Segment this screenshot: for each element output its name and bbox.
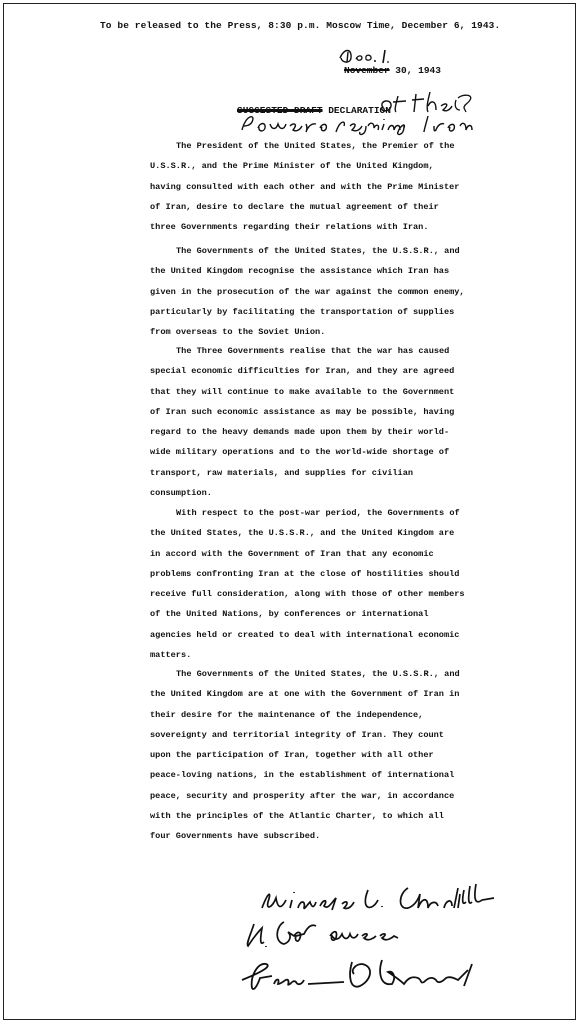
signature-stalin <box>247 922 398 947</box>
paragraph-4 <box>150 503 468 665</box>
signature-block <box>232 880 522 1000</box>
document-date <box>344 65 441 76</box>
paragraph-5-text: The Governments of the United States, the U.S.S.R., and the United Kingdom are at one with the Government of Iran in their desire for the maintenance of the independence, sovereignty and territorial integrity of Iran. They count upon the participation of Iran, together with all other peace-loving nations, in the establishment of international peace, security and prosperity after the war, in accordance with the principles of the Atlantic Charter, to which all four Governments have subscribed. <box>150 669 460 842</box>
paragraph-2-text: The Governments of the United States, the U.S.S.R., and the United Kingdom recognise the assistance which Iran has given in the prosecution of the war against the common enemy, particularly by facilitating the transportation of supplies from overseas to the Soviet Union. <box>150 246 465 338</box>
paragraph-1 <box>150 136 468 237</box>
document-page <box>3 3 576 1020</box>
signature-churchill <box>262 884 494 910</box>
paragraph-2 <box>150 241 468 342</box>
signature-roosevelt <box>242 960 472 989</box>
paragraph-3 <box>150 341 468 503</box>
paragraph-5 <box>150 664 468 847</box>
handwritten-heading-addition <box>238 90 478 141</box>
press-release-note: To be released to the Press, 8:30 p.m. Moscow Time, December 6, 1943. <box>100 20 501 31</box>
date-rest: 30, 1943 <box>389 65 441 76</box>
heading-struck-text: SUGGESTED DRAFT <box>237 105 323 116</box>
date-struck-month: November <box>344 65 390 76</box>
paragraph-4-text: With respect to the post-war period, the Governments of the United States, the U.S.S.R., and the United Kingdom are in accord with the Government of Iran that any economic problems confronting Iran at the close of hostilities should receive full consideration, along with those of other members of the United Nations, by conferences or international agencies held or created to deal with international economic matters. <box>150 508 465 661</box>
heading-main-text: DECLARATION <box>322 105 391 116</box>
paragraph-3-text: The Three Governments realise that the war has caused special economic difficulties for Iran, and they are agreed that they will continue to make available to the Government of Iran such economic assistance as may be possible, having regard to the heavy demands made upon them by their world-wide military operations and to the world-wide shortage of transport, raw materials, and supplies for civilian consumption. <box>150 346 455 499</box>
paragraph-1-text: The President of the United States, the Premier of the U.S.S.R., and the Prime Minister of the United Kingdom, having consulted with each other and with the Prime Minister of Iran, desire to declare the mutual agreement of their three Governments regarding their relations with Iran. <box>150 141 460 233</box>
